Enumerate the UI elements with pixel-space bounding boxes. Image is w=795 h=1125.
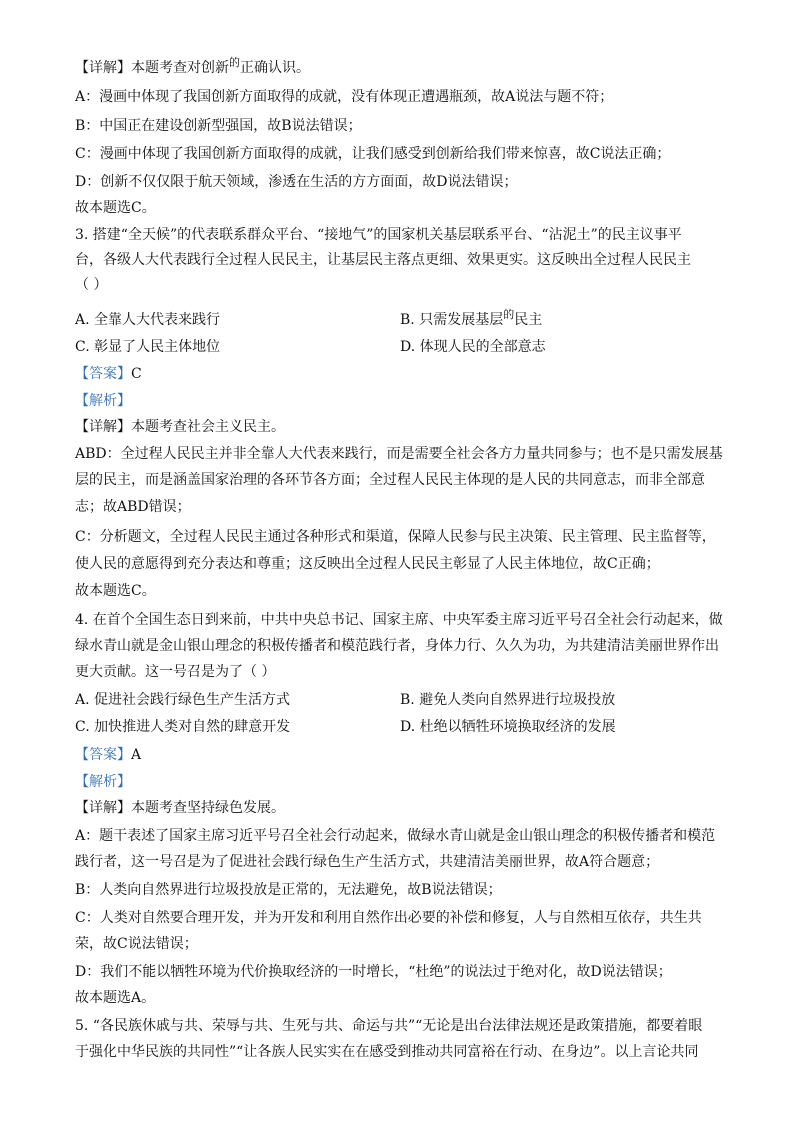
q4-a-line-1: A：题干表述了国家主席习近平号召全社会行动起来，做绿水青山就是金山银山理念的积极传播者和模范 <box>75 828 716 844</box>
q3-option-b-suffix: 民主 <box>514 312 543 328</box>
q3-abd-line-2: 层的民主，而是涵盖国家治理的各环节各方面；全过程人民民主体现的是人民的共同意志，而非全部意 <box>75 472 705 488</box>
q3-stem-line-2: 台，各级人大代表践行全过程人民民主，让基层民主落点更细、效果更实。这反映出全过程人民民主 <box>75 252 691 268</box>
q3-abd-line-3: 志；故ABD错误； <box>75 499 191 515</box>
q3-options-row-2 <box>75 337 725 357</box>
q3-conclusion: 故本题选C。 <box>75 583 156 599</box>
q3-detail: 【详解】本题考查社会主义民主。 <box>75 419 285 435</box>
q4-option-a: A. 促进社会践行绿色生产生活方式 <box>75 692 291 708</box>
q3-answer-tag: 【答案】 <box>75 366 131 382</box>
q3-analysis-tag: 【解析】 <box>75 393 131 409</box>
q3-stem-line-3: （ ） <box>75 277 108 293</box>
q3-option-d: D. 体现人民的全部意志 <box>400 339 546 355</box>
q5-stem-line-1: 5. “各民族休戚与共、荣辱与共、生死与共、命运与共”“无论是出台法律法规还是政策措施，都要着眼 <box>75 1018 703 1034</box>
q4-answer <box>75 745 725 765</box>
q3-stem-line-1: 3. 搭建“全天候”的代表联系群众平台、“接地气”的国家机关基层联系平台、“沾泥土”的民主议事平 <box>75 227 682 243</box>
q2-detail-suffix: 正确认识。 <box>240 60 310 76</box>
q2-detail <box>75 58 725 78</box>
q2-analysis-a: A：漫画中体现了我国创新方面取得的成就，没有体现正遭遇瓶颈，故A说法与题不符； <box>75 89 614 105</box>
q4-analysis-d: D：我们不能以牺牲环境为代价换取经济的一时增长，“杜绝”的说法过于绝对化，故D说法错误； <box>75 964 672 980</box>
q4-options-row-1 <box>75 690 725 710</box>
q2-detail-text: 【详解】本题考查对创新 <box>75 60 229 76</box>
q3-answer-value: C <box>131 366 142 382</box>
q3-answer <box>75 364 725 384</box>
q4-stem-line-1: 4. 在首个全国生态日到来前，中共中央总书记、国家主席、中央军委主席习近平号召全社会行动起来，做 <box>75 612 723 628</box>
q3-option-a: A. 全靠人大代表来践行 <box>75 312 221 328</box>
q4-analysis-b: B：人类向自然界进行垃圾投放是正常的，无法避免，故B说法错误； <box>75 882 502 898</box>
q2-analysis-d: D：创新不仅仅限于航天领域，渗透在生活的方方面面，故D说法错误； <box>75 174 518 190</box>
q2-analysis-b: B：中国正在建设创新型强国，故B说法错误； <box>75 118 362 134</box>
q3-abd-line-1: ABD：全过程人民民主并非全靠人大代表来践行，而是需要全社会各方力量共同参与；也不是只需发展基 <box>75 446 723 462</box>
q2-analysis-c: C：漫画中体现了我国创新方面取得的成就，让我们感受到创新给我们带来惊喜，故C说法正确； <box>75 146 671 162</box>
q3-c-line-1: C：分析题文，全过程人民民主通过各种形式和渠道，保障人民参与民主决策、民主管理、民主监督等， <box>75 529 716 545</box>
q4-stem-line-3: 更大贡献。这一号召是为了（ ） <box>75 664 276 680</box>
q4-detail: 【详解】本题考查坚持绿色发展。 <box>75 800 285 816</box>
q4-answer-tag: 【答案】 <box>75 747 131 763</box>
q4-conclusion: 故本题选A。 <box>75 990 156 1006</box>
q3-c-line-2: 使人民的意愿得到充分表达和尊重；这反映出全过程人民民主彰显了人民主体地位，故C正确； <box>75 556 660 572</box>
q4-c-line-1: C：人类对自然要合理开发，并为开发和利用自然作出必要的补偿和修复，人与自然相互依存，共生共 <box>75 910 702 926</box>
q5-stem-line-2: 于强化中华民族的共同性”“让各族人民实实在在感受到推动共同富裕在行动、在身边”。以上言论共同 <box>75 1044 699 1060</box>
q4-stem-line-2: 绿水青山就是金山银山理念的积极传播者和模范践行者，身体力行、久久为功，为共建清洁美丽世界作出 <box>75 638 719 654</box>
q4-c-line-2: 荣，故C说法错误； <box>75 936 198 952</box>
q3-option-b-sup: 的 <box>503 308 515 321</box>
q3-option-c: C. 彰显了人民主体地位 <box>75 339 221 355</box>
q2-detail-sup: 的 <box>229 56 240 69</box>
q4-option-b: B. 避免人类向自然界进行垃圾投放 <box>400 692 616 708</box>
q3-option-b <box>400 310 542 331</box>
q4-a-line-2: 践行者，这一号召是为了促进社会践行绿色生产生活方式，共建清洁美丽世界，故A符合题意； <box>75 854 660 870</box>
q2-conclusion: 故本题选C。 <box>75 200 156 216</box>
q3-options-row-1 <box>75 310 725 330</box>
q4-options-row-2 <box>75 717 725 737</box>
q3-option-b-text: B. 只需发展基层 <box>400 312 504 328</box>
q4-answer-value: A <box>131 747 142 763</box>
q4-option-d: D. 杜绝以牺牲环境换取经济的发展 <box>400 719 616 735</box>
q4-analysis-tag: 【解析】 <box>75 774 131 790</box>
q4-option-c: C. 加快推进人类对自然的肆意开发 <box>75 719 291 735</box>
